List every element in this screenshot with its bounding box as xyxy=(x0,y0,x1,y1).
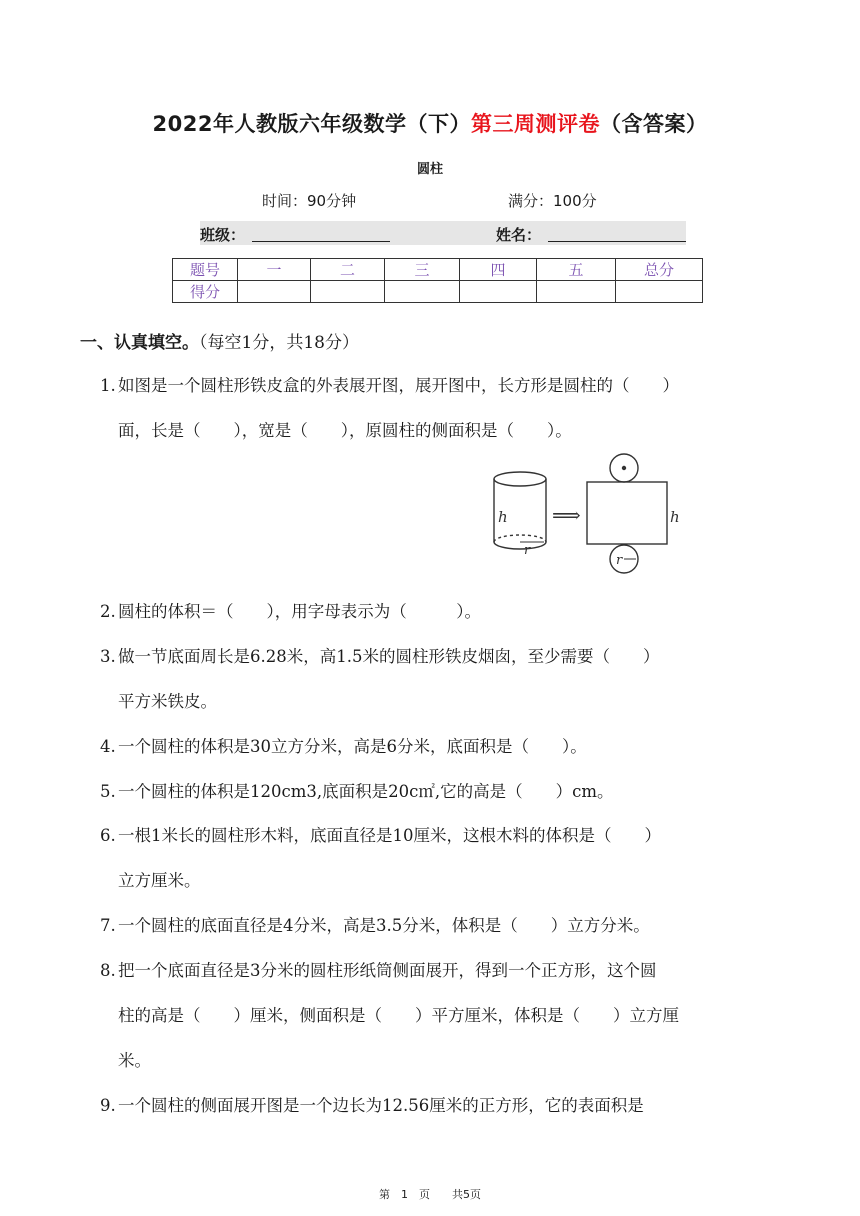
question-number: 4. xyxy=(100,737,116,756)
question-text: 圆柱的体积＝（ ），用字母表示为（ ）。 xyxy=(118,602,481,621)
question-number: 2. xyxy=(100,602,116,621)
score-header-cell: 三 xyxy=(385,259,460,281)
score-header-cell: 二 xyxy=(311,259,385,281)
score-cell[interactable] xyxy=(385,281,460,303)
score-header-cell: 总分 xyxy=(616,259,703,281)
question-number: 8. xyxy=(100,961,116,980)
question-text: 做一节底面周长是6.28米，高1.5米的圆柱形铁皮烟囱，至少需要（ ） xyxy=(118,647,660,666)
net-icon xyxy=(587,454,667,573)
section-heading xyxy=(80,328,359,353)
student-info-row xyxy=(200,221,686,245)
question-number: 6. xyxy=(100,826,116,845)
name-blank[interactable] xyxy=(548,241,686,242)
question-number: 5. xyxy=(100,782,116,801)
title-highlight: 第三周测评卷 xyxy=(470,112,600,136)
score-header-cell: 五 xyxy=(537,259,616,281)
arrow-icon: ⟹ xyxy=(552,503,581,527)
score-table-header-row xyxy=(173,259,703,281)
title-main: 2022年人教版六年级数学（下） xyxy=(152,112,471,136)
page-title xyxy=(0,108,860,138)
exam-time: 时间：90分钟 xyxy=(262,192,357,210)
question-text: 如图是一个圆柱形铁皮盒的外表展开图，展开图中，长方形是圆柱的（ ） xyxy=(118,376,679,395)
question-8-line-3: 米。 xyxy=(118,1051,151,1070)
question-9 xyxy=(100,1092,644,1116)
score-cell[interactable] xyxy=(460,281,537,303)
question-text: 一个圆柱的体积是30立方分米，高是6分米，底面积是（ ）。 xyxy=(118,737,587,756)
question-6-line-2: 立方厘米。 xyxy=(118,871,201,890)
score-row-label: 得分 xyxy=(173,281,238,303)
question-3-line-2: 平方米铁皮。 xyxy=(118,692,217,711)
question-5 xyxy=(100,778,614,802)
question-3 xyxy=(100,643,659,667)
question-text: 一个圆柱的侧面展开图是一个边长为12.56厘米的正方形，它的表面积是 xyxy=(118,1096,644,1115)
question-text: 一个圆柱的底面直径是4分米，高是3.5分米，体积是（ ）立方分米。 xyxy=(118,916,650,935)
section-title: 一、认真填空。 xyxy=(80,333,199,353)
score-header-cell: 一 xyxy=(238,259,311,281)
question-text: 把一个底面直径是3分米的圆柱形纸筒侧面展开，得到一个正方形，这个圆 xyxy=(118,961,657,980)
question-text: 一根1米长的圆柱形木料，底面直径是10厘米，这根木料的体积是（ ） xyxy=(118,826,661,845)
label-h-cylinder: h xyxy=(498,508,508,526)
question-1-line-2: 面，长是（ ），宽是（ ），原圆柱的侧面积是（ ）。 xyxy=(118,421,572,440)
question-number: 1. xyxy=(100,376,116,395)
question-2 xyxy=(100,598,481,622)
cylinder-net-figure xyxy=(486,452,706,582)
section-note: （每空1分，共18分） xyxy=(199,333,359,353)
score-header-cell: 四 xyxy=(460,259,537,281)
score-cell[interactable] xyxy=(311,281,385,303)
question-text: 一个圆柱的体积是120cm3,底面积是20c㎡,它的高是（ ）cm。 xyxy=(118,782,614,801)
title-suffix: （含答案） xyxy=(599,112,708,136)
question-8-line-2: 柱的高是（ ）厘米，侧面积是（ ）平方厘米，体积是（ ）立方厘 xyxy=(118,1006,679,1025)
score-cell[interactable] xyxy=(537,281,616,303)
question-7 xyxy=(100,912,650,936)
score-table-score-row xyxy=(173,281,703,303)
question-number: 3. xyxy=(100,647,116,666)
label-r-cylinder: r xyxy=(524,543,531,558)
question-1 xyxy=(100,372,679,396)
question-6 xyxy=(100,822,661,846)
class-blank[interactable] xyxy=(252,241,390,242)
question-4 xyxy=(100,733,587,757)
score-table xyxy=(172,258,703,303)
score-cell[interactable] xyxy=(616,281,703,303)
question-number: 7. xyxy=(100,916,116,935)
question-8 xyxy=(100,957,657,981)
label-h-net: h xyxy=(670,508,680,526)
score-cell[interactable] xyxy=(238,281,311,303)
class-label: 班级： xyxy=(200,226,246,244)
subtitle: 圆柱 xyxy=(416,162,443,177)
page-footer: 第 1 页 共5页 xyxy=(379,1188,481,1201)
label-r-net: r xyxy=(616,553,623,568)
name-label: 姓名： xyxy=(496,226,542,244)
full-score: 满分：100分 xyxy=(508,192,597,210)
question-number: 9. xyxy=(100,1096,116,1115)
score-header-cell: 题号 xyxy=(173,259,238,281)
